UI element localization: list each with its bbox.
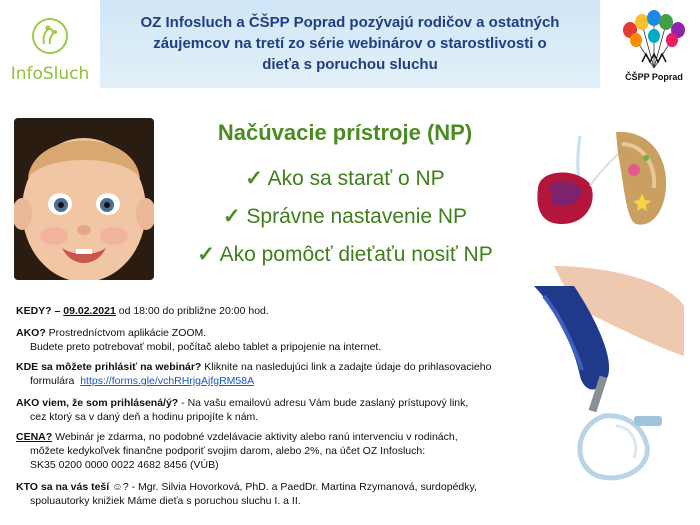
info-who (16, 480, 536, 508)
who-text-2: spoluautorky knižiek Máme dieťa s poruchou sluchu I. a II. (30, 495, 301, 507)
label-confirmation: AKO viem, že som prihlásená/ý? (16, 397, 179, 409)
info-when (16, 304, 536, 318)
infosluch-emblem-icon (4, 14, 96, 64)
how-text-1: Prostredníctvom aplikácie ZOOM. (48, 327, 207, 339)
label-price: CENA? (16, 431, 53, 443)
smiley-icon: ☺ (112, 481, 123, 493)
label-when: KEDY? – (16, 305, 61, 317)
baby-photo (14, 118, 154, 280)
balloons-icon (614, 8, 694, 72)
register-text-2: formulára (30, 375, 75, 387)
bullet-item (160, 242, 530, 267)
header-line-3: dieťa s poruchou sluchu (262, 56, 438, 73)
header-title (100, 12, 600, 75)
label-who: KTO sa na vás teší (16, 481, 110, 493)
infosluch-logo-text: InfoSluch (10, 64, 90, 84)
header-line-1: OZ Infosluch a ČŠPP Poprad pozývajú rodičov a ostatných (140, 14, 560, 31)
confirmation-text-2: cez ktorý sa v daný deň a hodinu pripojíte k nám. (30, 411, 259, 423)
label-register: KDE sa môžete prihlásiť na webinár? (16, 361, 202, 373)
bullet-item (160, 204, 530, 229)
bullet-text: Ako sa starať o NP (267, 167, 445, 190)
checkmark-icon: ✓ (245, 167, 263, 190)
hearing-aid-photo (518, 124, 684, 242)
topic-title: Načúvacie prístroje (NP) (217, 120, 473, 145)
info-confirmation (16, 396, 536, 424)
registration-link[interactable]: https://forms.gle/vchRHrjgAjfgRM58A (80, 375, 255, 387)
info-register (16, 360, 536, 388)
infosluch-logo (4, 14, 96, 86)
checkmark-icon: ✓ (197, 243, 215, 266)
event-time: od 18:00 do približne 20:00 hod. (118, 305, 269, 317)
label-how: AKO? (16, 327, 46, 339)
info-price (16, 430, 536, 472)
bullet-item (160, 166, 530, 191)
confirmation-text-1: - Na vašu emailovú adresu Vám bude zaslaný prístupový link, (181, 397, 469, 409)
info-how (16, 326, 536, 354)
cspp-logo-text: ČŠPP Poprad (625, 72, 683, 82)
register-text-1: Kliknite na nasledujúci link a zadajte údaje do prihlasovacieho (204, 361, 492, 373)
bank-account: SK35 0200 0000 0022 4682 8456 (VÚB) (30, 459, 219, 471)
bullet-text: Správne nastavenie NP (246, 205, 468, 228)
ear-mold-pump-photo (534, 266, 684, 498)
cspp-logo (614, 8, 694, 86)
bullet-text: Ako pomôcť dieťaťu nosiť NP (219, 243, 493, 266)
event-date: 09.02.2021 (63, 305, 116, 317)
who-text-1: ? - Mgr. Silvia Hovorková, PhD. a PaedDr. Martina Rzymanová, surdopédky, (122, 481, 477, 493)
header-line-2: záujemcov na tretí zo série webinárov o starostlivosti o (153, 35, 547, 52)
price-text-2: môžete kedykoľvek finančne podporiť svojim darom, alebo 2%, na účet OZ Infosluch: (30, 445, 426, 457)
checkmark-icon: ✓ (222, 205, 241, 228)
price-text-1: Webinár je zdarma, no podobné vzdelávacie aktivity alebo ranú intervenciu v rodinách, (55, 431, 458, 443)
how-text-2: Budete preto potrebovať mobil, počítač alebo tablet a pripojenie na internet. (30, 341, 382, 353)
